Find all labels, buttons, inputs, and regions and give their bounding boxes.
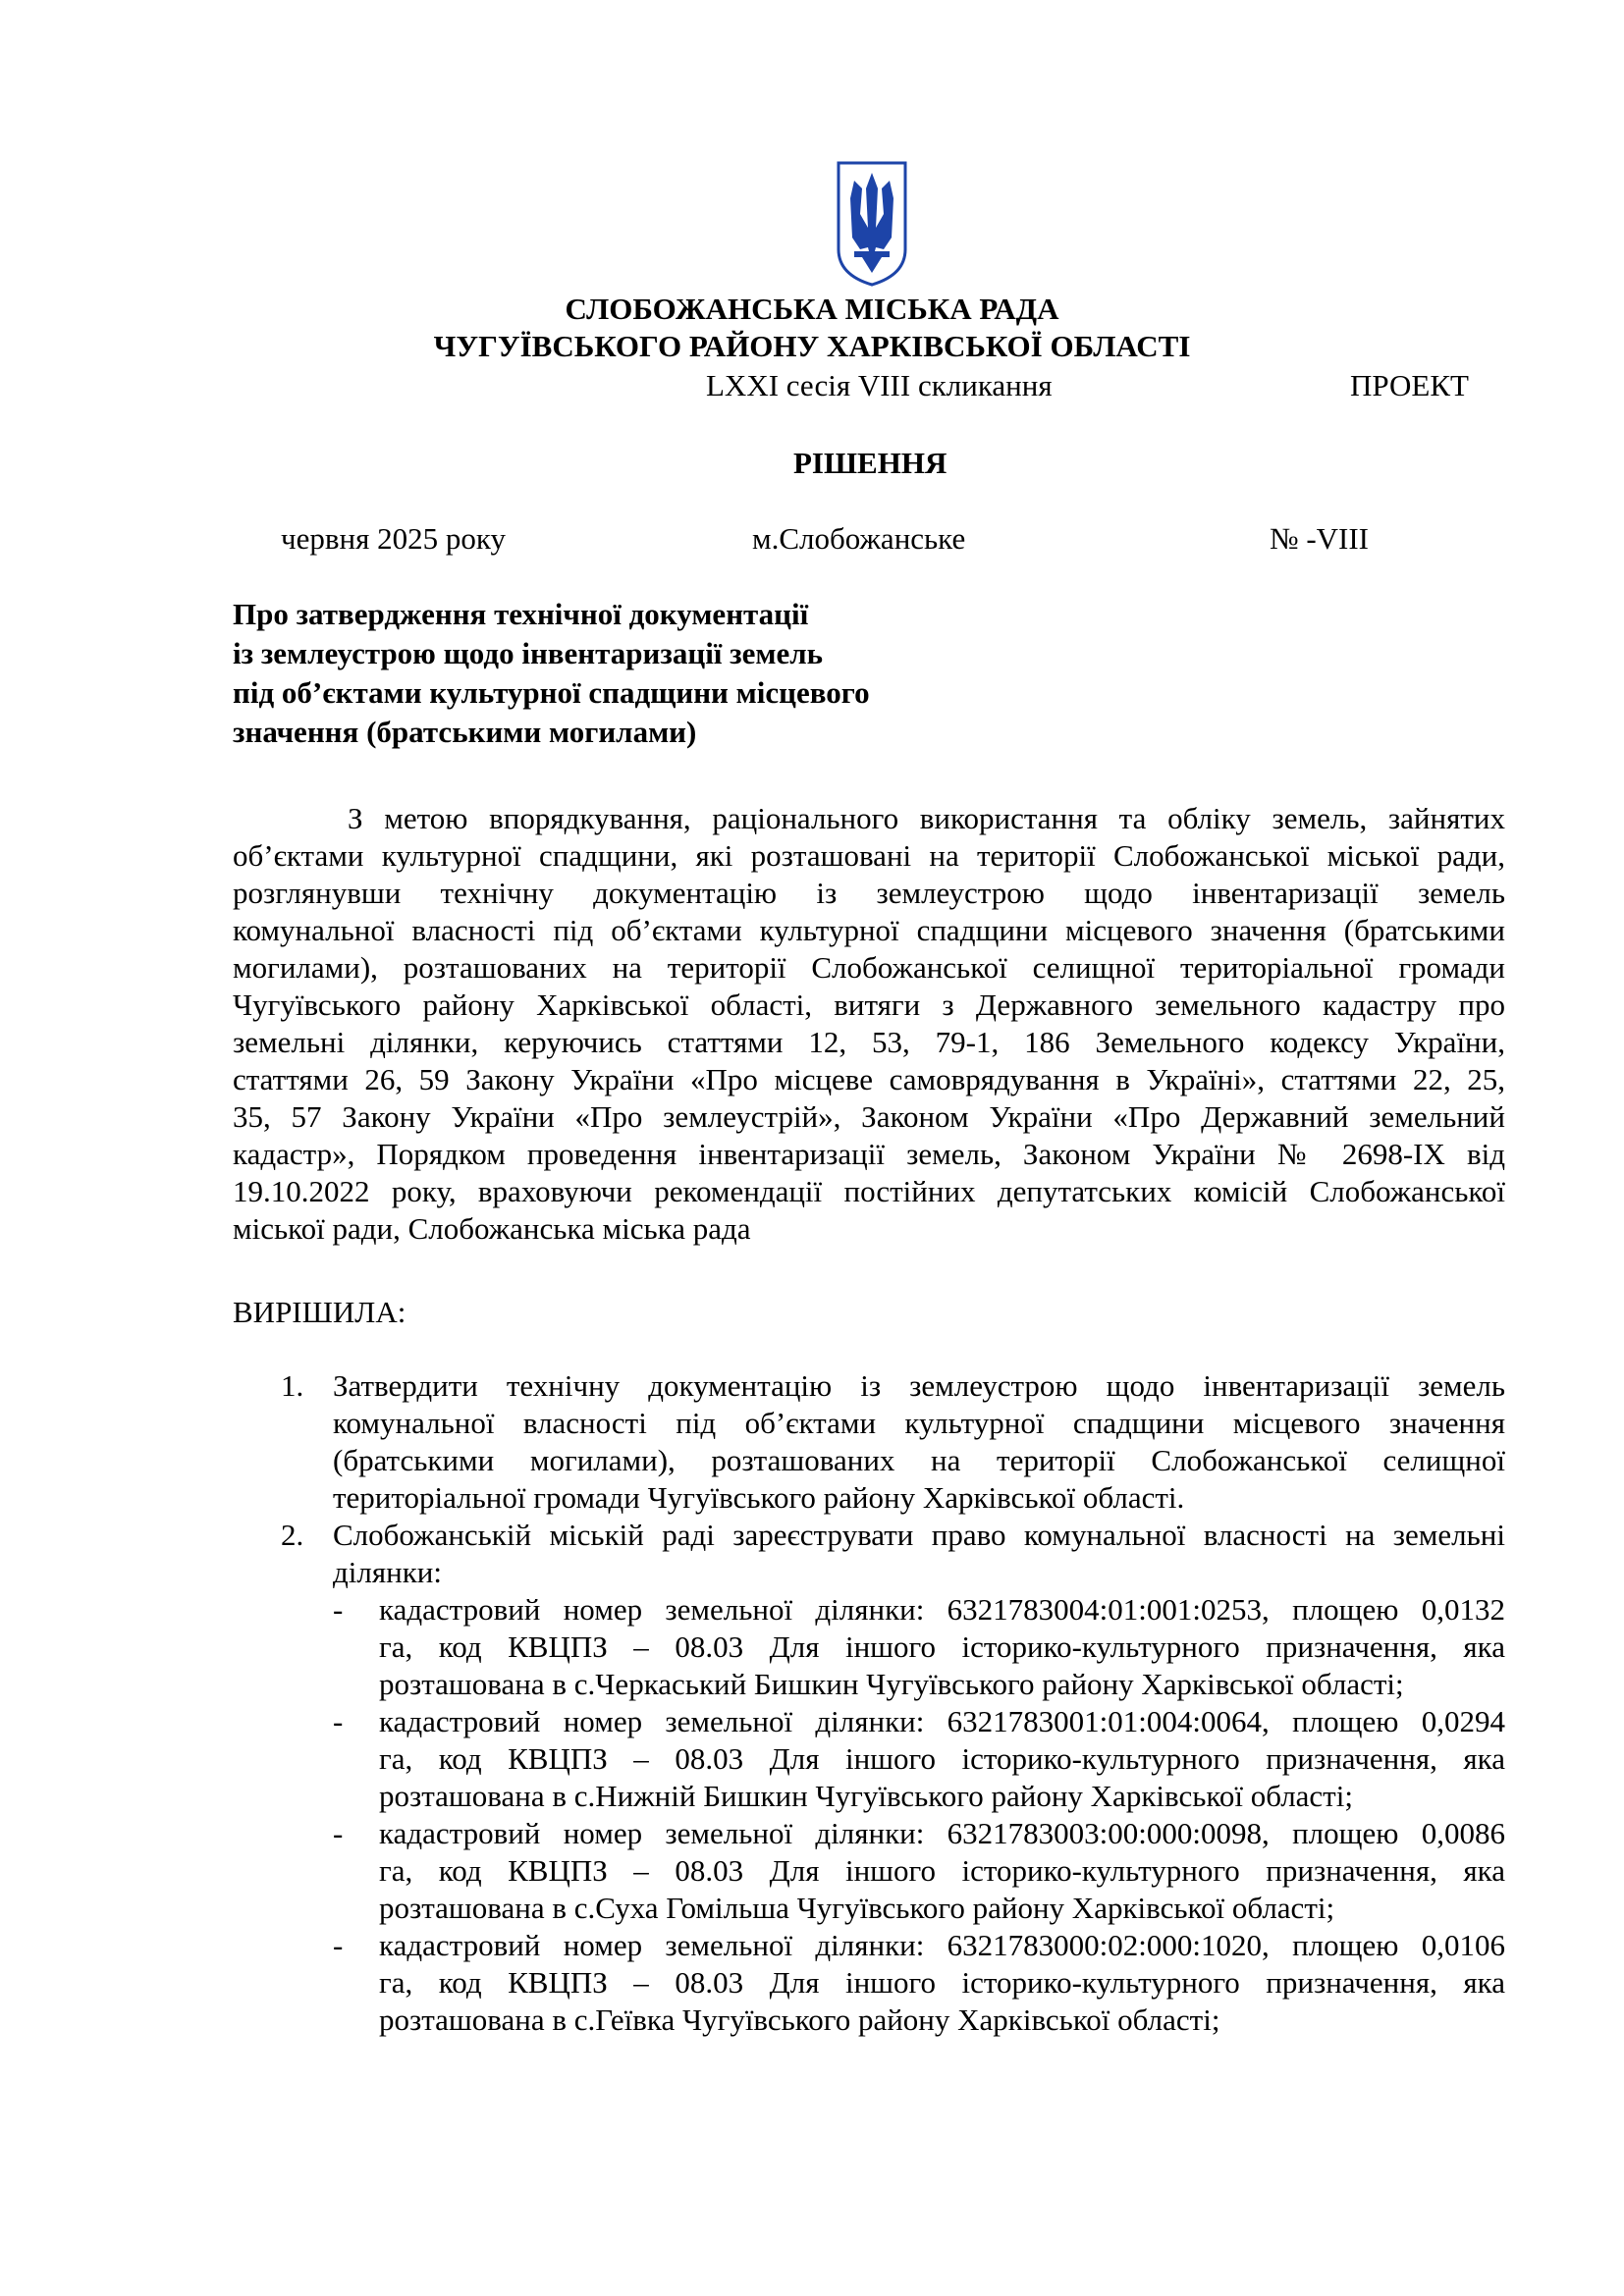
parcel-line: кадастровий номер земельної ділянки: 6321783004:01:001:0253, площею 0,0132 [379, 1592, 1505, 1627]
bullet-dash: - [333, 1928, 344, 1962]
session-label: LXXI сесія VIII скликання [706, 368, 1053, 402]
coat-of-arms-icon [833, 159, 911, 289]
decision-title [233, 595, 870, 752]
parcel-entry [379, 1591, 1505, 1703]
parcel-line: розташована в с.Суха Гомільша Чугуївського району Харківської області; [379, 1891, 1335, 1925]
parcel-line: кадастровий номер земельної ділянки: 6321783000:02:000:1020, площею 0,0106 [379, 1928, 1505, 1962]
parcel-line: кадастровий номер земельної ділянки: 6321783001:01:004:0064, площею 0,0294 [379, 1704, 1505, 1738]
bullet-dash: - [333, 1704, 344, 1738]
list-item [333, 1367, 1505, 1517]
preamble-line: кадастр», Порядком проведення інвентаризації земель, Законом України № 2698-IX від [233, 1137, 1505, 1171]
item-line: ділянки: [333, 1555, 442, 1589]
district-name: ЧУГУЇВСЬКОГО РАЙОНУ ХАРКІВСЬКОЇ ОБЛАСТІ [433, 329, 1191, 363]
title-line: Про затвердження технічної документації [233, 597, 809, 631]
preamble-line: комунальної власності під об’єктами культурної спадщини місцевого значення (братськими [233, 913, 1505, 947]
decision-number: № -VIII [1270, 521, 1370, 556]
preamble-line: З метою впорядкування, раціонального використання та обліку земель, зайнятих [348, 801, 1505, 835]
parcel-line: розташована в с.Черкаський Бишкин Чугуївського району Харківської області; [379, 1667, 1404, 1701]
council-name: СЛОБОЖАНСЬКА МІСЬКА РАДА [565, 292, 1059, 326]
parcel-entry [379, 1927, 1505, 2039]
preamble-line: статтями 26, 59 Закону України «Про місцеве самоврядування в Україні», статтями 22, 25, [233, 1062, 1505, 1096]
item-line: Затвердити технічну документацію із землеустрою щодо інвентаризації земель [333, 1368, 1505, 1403]
parcel-line: га, код КВЦПЗ – 08.03 Для іншого історико-культурного призначення, яка [379, 1629, 1505, 1664]
item-line: Слобожанській міській раді зареєструвати право комунальної власності на земельні [333, 1518, 1505, 1552]
parcel-entry [379, 1815, 1505, 1927]
item-line: територіальної громади Чугуївського району Харківської області. [333, 1480, 1185, 1515]
parcel-line: розташована в с.Геївка Чугуївського району Харківської області; [379, 2002, 1220, 2037]
preamble-line: 35, 57 Закону України «Про землеустрій», Законом України «Про Державний земельний [233, 1099, 1505, 1134]
decision-date: червня 2025 року [281, 521, 506, 556]
item-number: 2. [281, 1518, 304, 1552]
resolved-label: ВИРІШИЛА: [233, 1295, 406, 1329]
preamble-line: міської ради, Слобожанська міська рада [233, 1211, 751, 1246]
parcel-entry [379, 1703, 1505, 1815]
draft-mark: ПРОЕКТ [1350, 368, 1469, 402]
preamble-line: могилами), розташованих на території Слобожанської селищної територіальної громади [233, 950, 1505, 985]
bullet-dash: - [333, 1816, 344, 1850]
preamble-line: об’єктами культурної спадщини, які розташовані на території Слобожанської міської ради, [233, 838, 1505, 873]
parcel-line: га, код КВЦПЗ – 08.03 Для іншого історико-культурного призначення, яка [379, 1965, 1505, 2000]
decision-heading: РІШЕННЯ [793, 446, 947, 480]
parcel-line: га, код КВЦПЗ – 08.03 Для іншого історико-культурного призначення, яка [379, 1853, 1505, 1888]
preamble-line: 19.10.2022 року, враховуючи рекомендації постійних депутатських комісій Слобожанської [233, 1174, 1505, 1208]
parcel-line: розташована в с.Нижній Бишкин Чугуївського району Харківської області; [379, 1779, 1353, 1813]
item-line: комунальної власності під об’єктами культурної спадщини місцевого значення [333, 1406, 1505, 1440]
title-line: із землеустрою щодо інвентаризації земель [233, 636, 824, 670]
bullet-dash: - [333, 1592, 344, 1627]
list-item [333, 1517, 1505, 1591]
decision-place: м.Слобожанське [752, 521, 966, 556]
item-number: 1. [281, 1368, 304, 1403]
preamble-paragraph [233, 800, 1505, 1248]
title-line: значення (братськими могилами) [233, 715, 697, 749]
item-line: (братськими могилами), розташованих на території Слобожанської селищної [333, 1443, 1505, 1477]
preamble-line: розглянувши технічну документацію із землеустрою щодо інвентаризації земель [233, 876, 1505, 910]
parcel-line: га, код КВЦПЗ – 08.03 Для іншого історико-культурного призначення, яка [379, 1741, 1505, 1776]
preamble-line: земельні ділянки, керуючись статтями 12, 53, 79-1, 186 Земельного кодексу України, [233, 1025, 1505, 1059]
preamble-line: Чугуївського району Харківської області, витяги з Державного земельного кадастру про [233, 988, 1505, 1022]
parcel-line: кадастровий номер земельної ділянки: 6321783003:00:000:0098, площею 0,0086 [379, 1816, 1505, 1850]
title-line: під об’єктами культурної спадщини місцевого [233, 675, 870, 710]
